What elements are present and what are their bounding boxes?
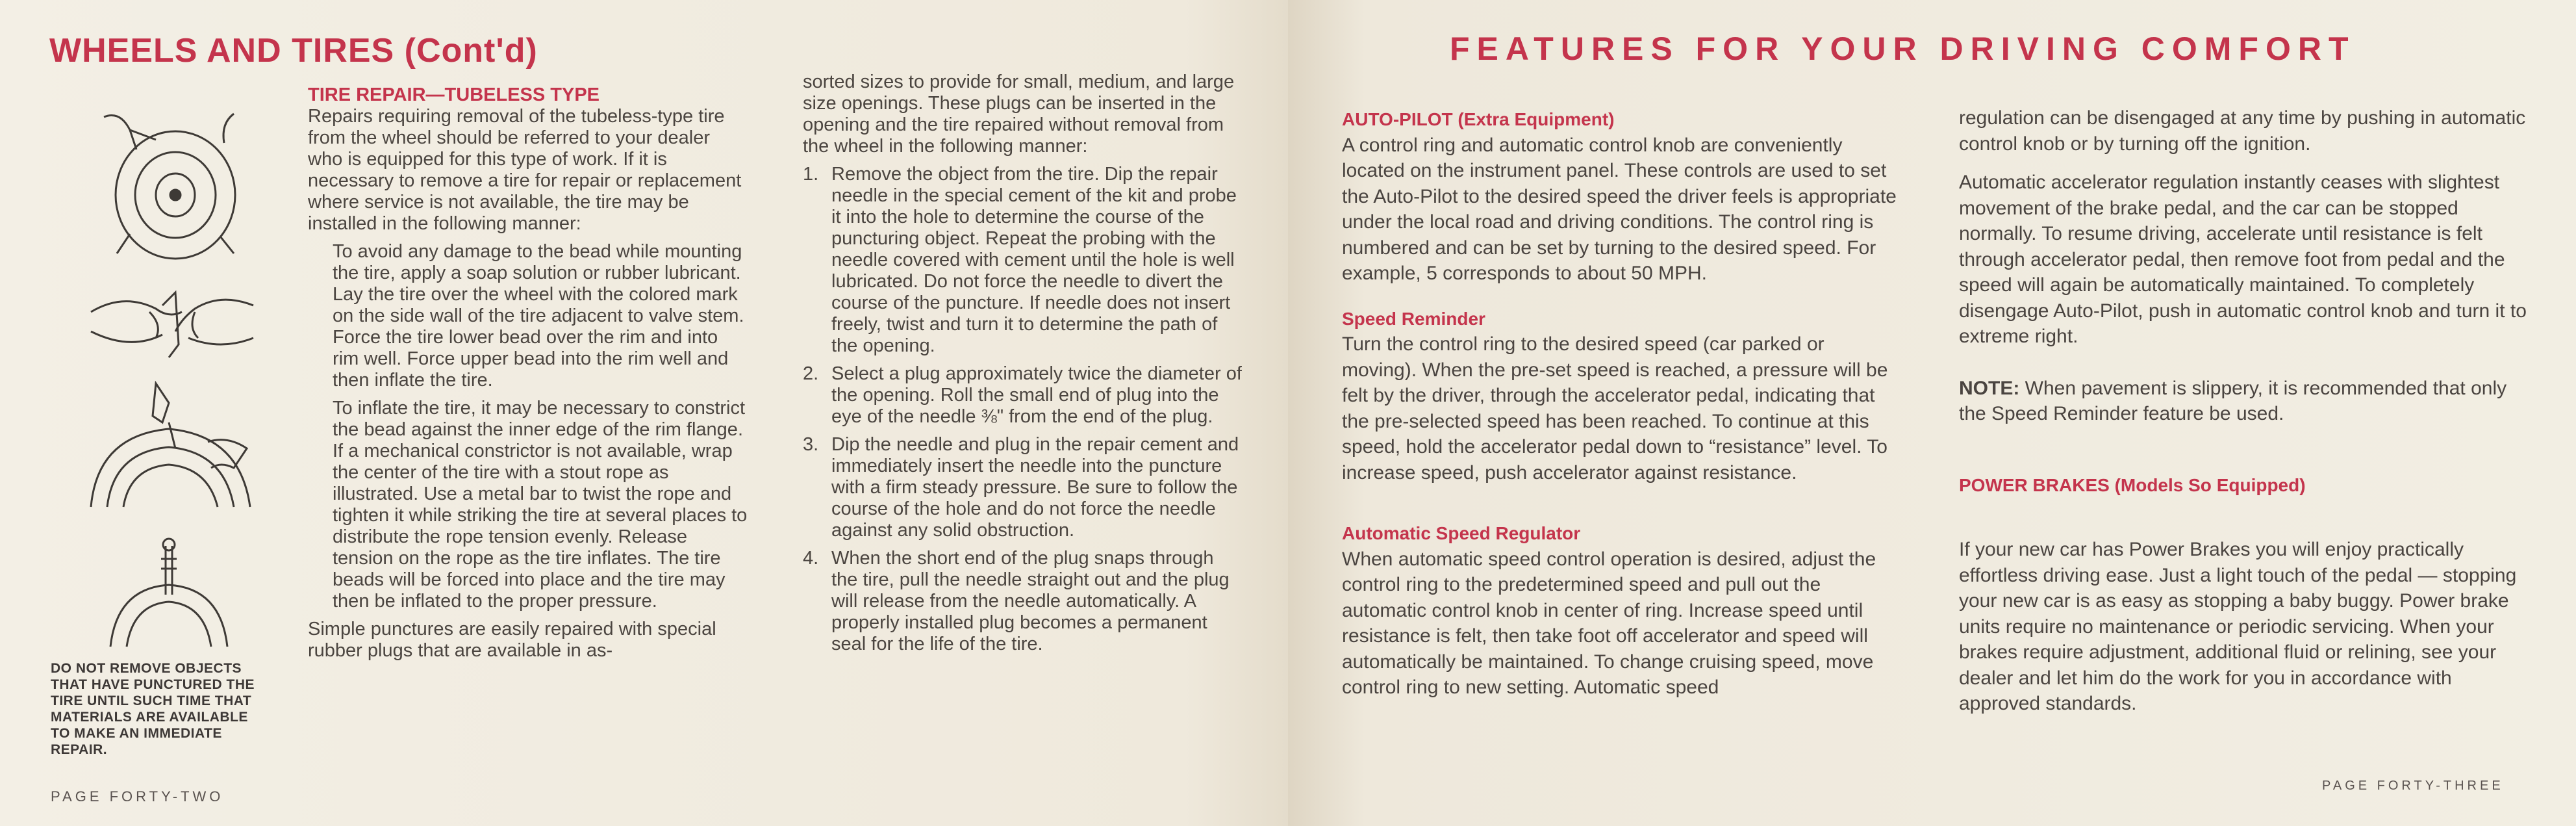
- list-item: 1. Remove the object from the tire. Dip the repair needle in the special cement of the kit and probe it into the hole to determine the course of the puncturing object. Repeat the probing with the needle covered with cement until the hole is well lubricated. Do not force the needle to divert the course of the puncture. If needle does not insert freely, twist and turn it to determine the path of the opening.: [803, 164, 1237, 356]
- speed-reminder-heading: Speed Reminder: [1342, 308, 1485, 329]
- autopilot-text: A control ring and automatic control knob are conveniently located on the instrument panel. These controls are used to set the Auto-Pilot to the desired speed the driver feels is appropriate under the local road and driving conditions. The control ring is numbered and can be set by turning to the desired speed. For example, 5 corresponds to about 50 MPH.: [1342, 134, 1897, 284]
- tire-repair-intro: Repairs requiring removal of the tubeless-type tire from the wheel should be referred to your dealer who is equipped for this type of work. If it is necessary to remove a tire for repair or replacement where service is not available, the tire may be installed in the following manner:: [308, 106, 742, 234]
- tire-mount-paragraph: To avoid any damage to the bead while mounting the tire, apply a soap solution or rubber lubricant. Lay the tire over the wheel with the colored mark on the side wall of the tire adjacent to valve stem. Force the tire lower bead over the rim and into rim well. Force upper bead into the rim well and then inflate the tire.: [333, 241, 744, 391]
- power-brakes-heading: POWER BRAKES (Models So Equipped): [1959, 474, 2306, 495]
- power-brakes-text: If your new car has Power Brakes you will enjoy practically effortless driving ease. Just a light touch of the pedal — stopping your new car is as easy as stopping a baby buggy. Power brake units require no maintenance or periodic servicing. When your brakes require adjustment, additional fluid or relining, see your dealer and let him do the work for you in accordance with approved standards.: [1959, 539, 2517, 714]
- tire-repair-heading: TIRE REPAIR—TUBELESS TYPE: [308, 84, 600, 105]
- accelerator-regulation-text: Automatic accelerator regulation instantly ceases with slightest movement of the brake pedal, and the car can be stopped normally. To resume driving, accelerate until resistance is felt through accelerator pedal, then remove foot from pedal and the speed will again be automatically maintained. To completely disengage Auto-Pilot, push in automatic control knob and turn it to extreme right.: [1959, 172, 2527, 347]
- rope-constrictor-illustration: [78, 377, 260, 513]
- tire-mounting-illustration: [91, 104, 260, 266]
- page-title-features: FEATURES FOR YOUR DRIVING COMFORT: [1450, 31, 2356, 67]
- tire-inflate-paragraph: To inflate the tire, it may be necessary to constrict the bead against the inner edge of the rim flange. If a mechanical constrictor is not available, wrap the center of the tire with a stout rope as illustrated. Use a metal bar to twist the rope and tighten it while striking the tire at several places to distribute the rope tension evenly. Release tension on the rope as the tire inflates. The tire beads will be forced into place and the tire may then be inflated to the proper pressure.: [333, 398, 748, 612]
- page-number-right: PAGE FORTY-THREE: [2322, 779, 2504, 793]
- plug-sizes-paragraph: sorted sizes to provide for small, medium, and large size openings. These plugs can be inserted in the opening and the tire repaired without removal from the wheel in the following manner:: [803, 71, 1235, 157]
- tire-inflating-illustration: [104, 533, 234, 650]
- list-item: 3. Dip the needle and plug in the repair cement and immediately insert the needle into the puncture with a firm steady pressure. Be sure to follow the course of the hole and do not force the needle against any solid obstruction.: [803, 434, 1239, 541]
- bead-lubricating-illustration: [84, 273, 260, 370]
- regulation-cont-text: regulation can be disengaged at any time by pushing in automatic control knob or by turning off the ignition.: [1959, 107, 2526, 155]
- repair-steps-list: [803, 164, 1244, 655]
- warning-note: DO NOT REMOVE OBJECTS THAT HAVE PUNCTURED THE TIRE UNTIL SUCH TIME THAT MATERIALS ARE AVAILABLE TO MAKE AN IMMEDIATE REPAIR.: [51, 661, 255, 757]
- auto-regulator-text: When automatic speed control operation is desired, adjust the control ring to the predetermined speed and pull out the automatic control knob in center of ring. Increase speed until resistance is felt, then take foot off accelerator and speed will automatically be maintained. To change cruising speed, move control ring to new setting. Automatic speed: [1342, 548, 1876, 698]
- simple-punctures-paragraph: Simple punctures are easily repaired with special rubber plugs that are available in as-: [308, 619, 716, 661]
- autopilot-heading: AUTO-PILOT (Extra Equipment): [1342, 109, 1615, 129]
- auto-regulator-heading: Automatic Speed Regulator: [1342, 523, 1581, 543]
- tire-repair-column: [308, 84, 748, 662]
- features-column-right: [1959, 105, 2531, 717]
- speed-reminder-text: Turn the control ring to the desired speed (car parked or moving). When the pre-set speed is reached, a pressure will be felt by the driver, through the accelerator pedal, indicating that the pre-selected speed has been reached. To continue at this speed, hold the accelerator pedal down to “resistance” level. To increase speed, push accelerator against resistance.: [1342, 333, 1888, 484]
- list-item: 4. When the short end of the plug snaps through the tire, pull the needle straight out and the plug will release from the needle automatically. A properly installed plug becomes a permanent seal for the life of the tire.: [803, 548, 1230, 654]
- plug-repair-column: [803, 71, 1244, 662]
- page-number-left: PAGE FORTY-TWO: [51, 788, 224, 805]
- features-column-left: [1342, 107, 1902, 701]
- page-title-wheels: WHEELS AND TIRES (Cont'd): [49, 32, 538, 70]
- right-page: [1288, 0, 2576, 826]
- list-item: 2. Select a plug approximately twice the diameter of the opening. Roll the small end of plug into the eye of the needle ⅜" from the end of the plug.: [803, 363, 1242, 427]
- note-label: NOTE:: [1959, 377, 2020, 399]
- slippery-note: NOTE: When pavement is slippery, it is recommended that only the Speed Reminder feature be used.: [1959, 377, 2507, 424]
